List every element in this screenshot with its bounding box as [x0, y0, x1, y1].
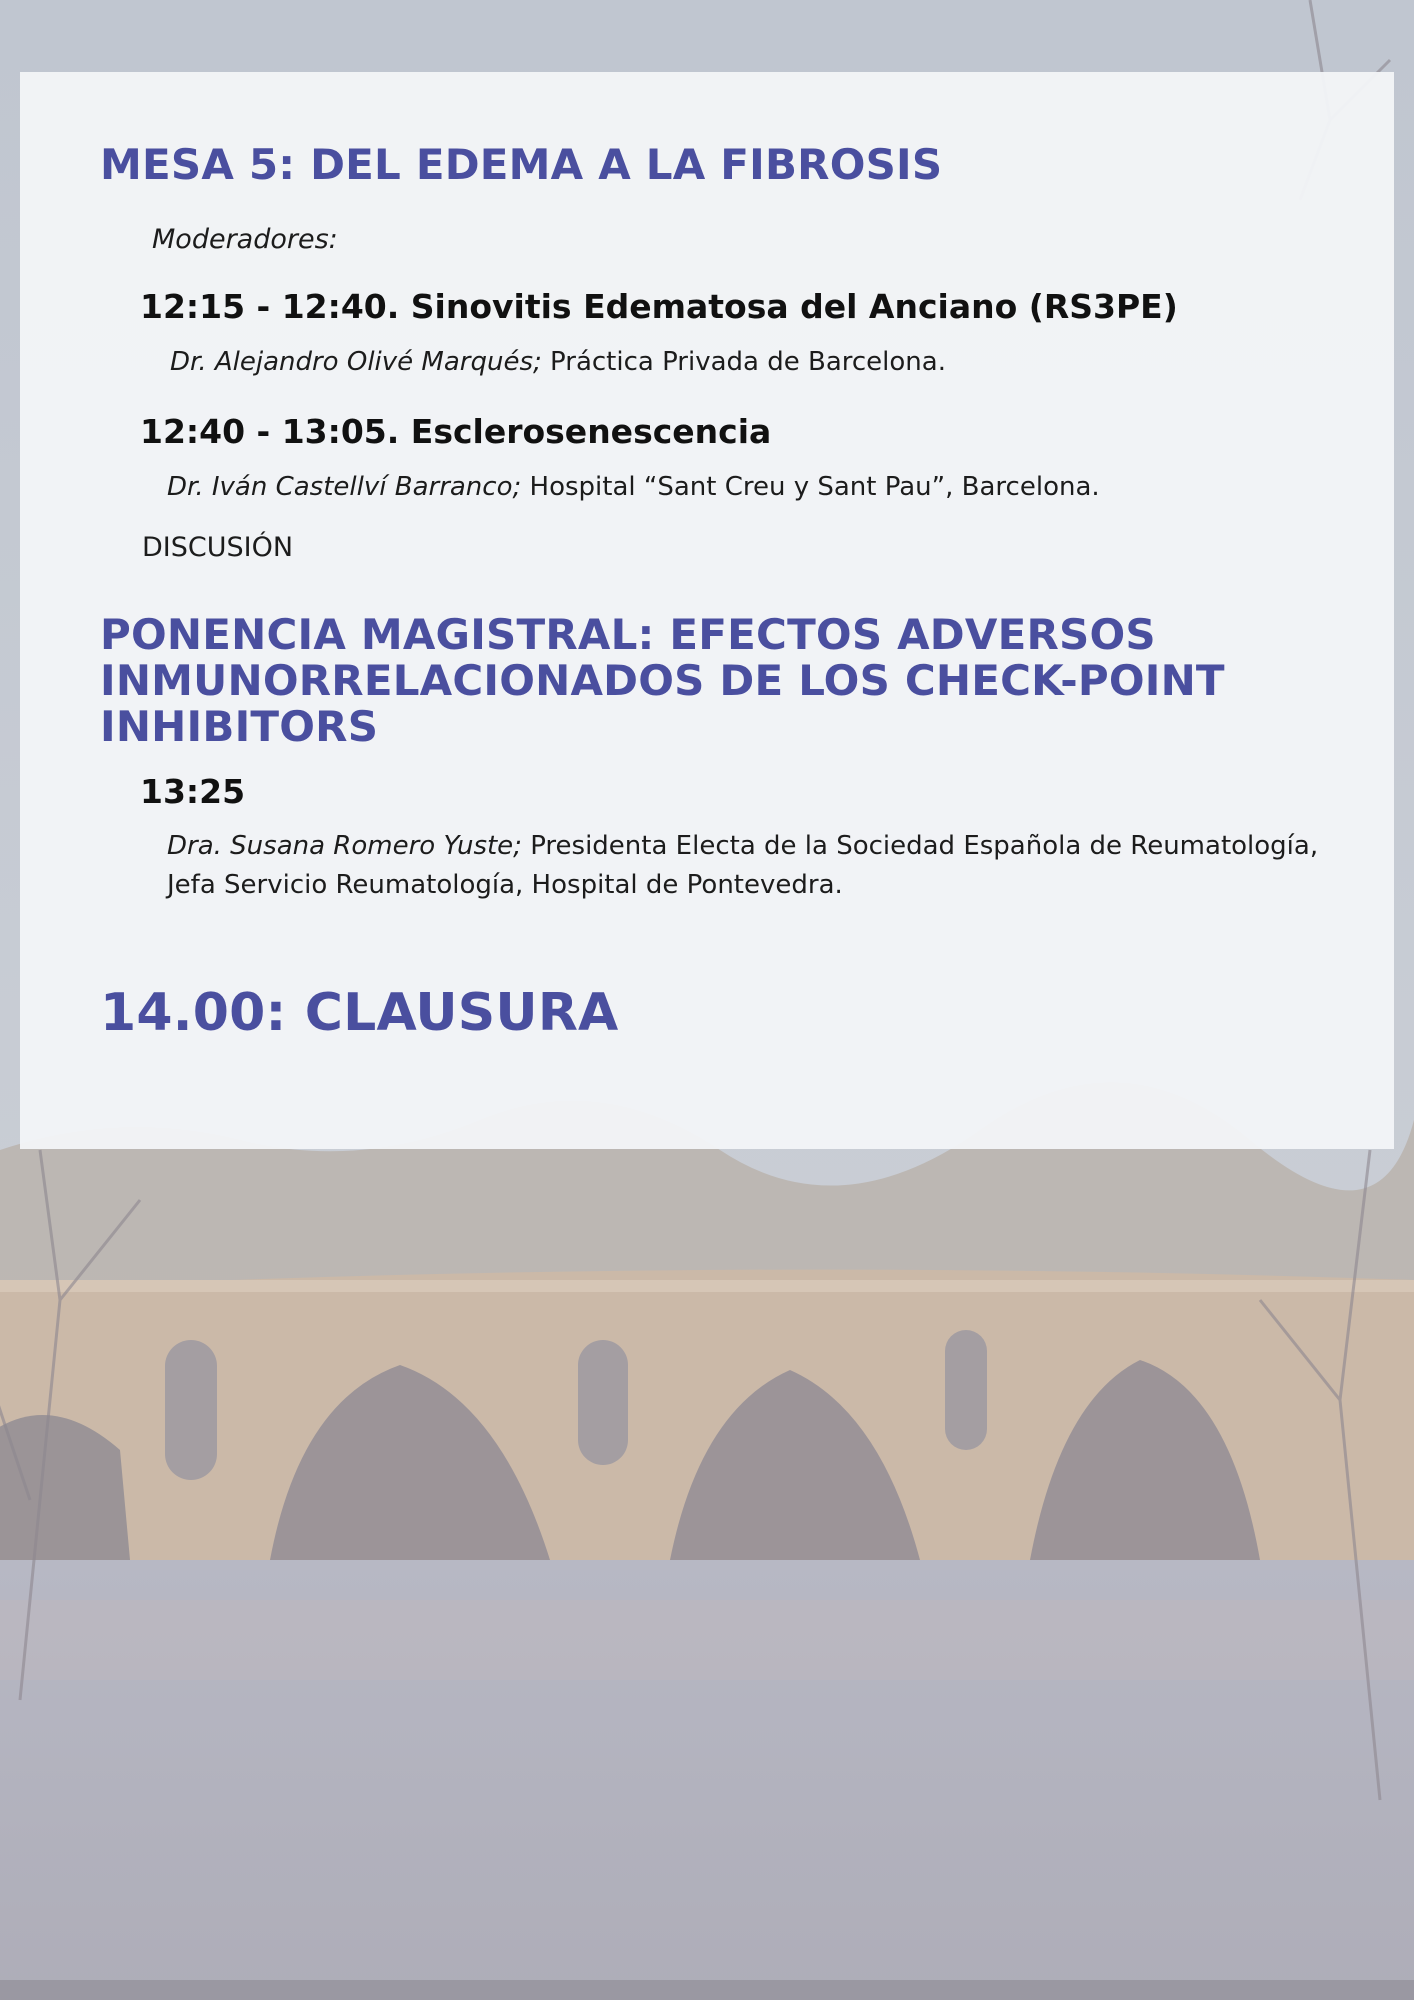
- ponencia-title-line-2: INMUNORRELACIONADOS DE LOS CHECK-POINT: [100, 656, 1225, 705]
- mesa-5-title: MESA 5: DEL EDEMA A LA FIBROSIS: [100, 140, 943, 189]
- talk-2-speaker-affiliation: Hospital “Sant Creu y Sant Pau”, Barcelona.: [521, 472, 1100, 502]
- talk-2-title: 12:40 - 13:05. Esclerosenescencia: [140, 412, 772, 451]
- ponencia-time: 13:25: [140, 772, 246, 811]
- ponencia-title-line-1: PONENCIA MAGISTRAL: EFECTOS ADVERSOS: [100, 610, 1156, 659]
- talk-1-title: 12:15 - 12:40. Sinovitis Edematosa del Anciano (RS3PE): [140, 287, 1178, 326]
- ponencia-speaker-name: Dra. Susana Romero Yuste;: [167, 831, 522, 861]
- talk-2-speaker-name: Dr. Iván Castellví Barranco;: [167, 472, 522, 502]
- ponencia-speaker-affiliation-2: Jefa Servicio Reumatología, Hospital de Pontevedra.: [167, 870, 843, 900]
- ponencia-speaker-affiliation-1: Presidenta Electa de la Sociedad Española de Reumatología,: [521, 831, 1319, 861]
- talk-1-speaker-affiliation: Práctica Privada de Barcelona.: [541, 347, 946, 377]
- talk-1-speaker: [170, 343, 946, 382]
- ponencia-title-line-3: INHIBITORS: [100, 702, 379, 751]
- ponencia-speaker: [167, 827, 1318, 866]
- discussion-label: DISCUSIÓN: [142, 532, 294, 563]
- talk-2-speaker: [167, 468, 1100, 507]
- talk-1-speaker-name: Dr. Alejandro Olivé Marqués;: [170, 347, 542, 377]
- closing-title: 14.00: CLAUSURA: [100, 983, 619, 1043]
- moderators-label: Moderadores:: [152, 224, 338, 255]
